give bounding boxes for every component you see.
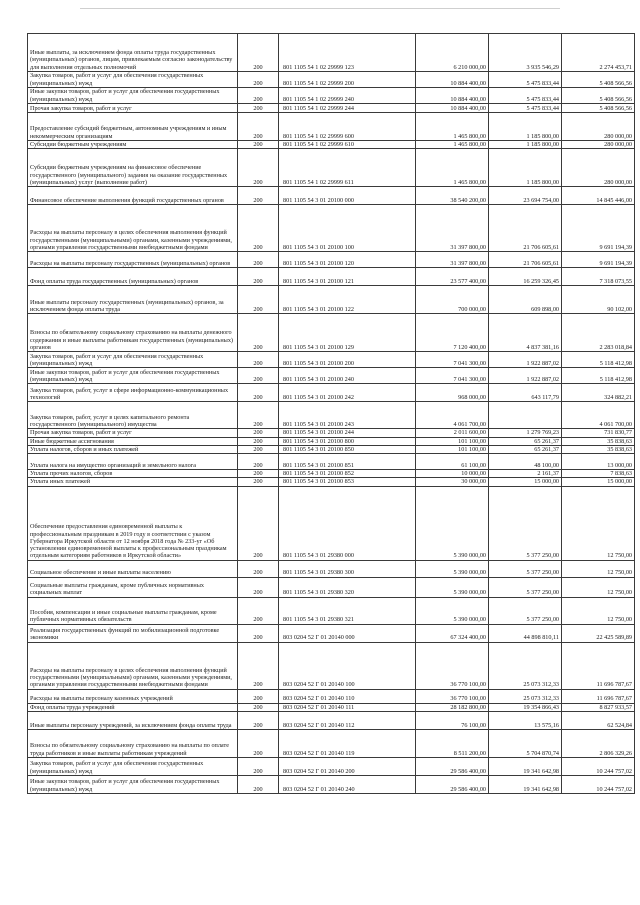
table-row — [28, 712, 635, 730]
approved-appropriations-cell: 2 011 600,00 — [416, 429, 489, 437]
expense-name-cell: Финансовое обеспечение выполнения функций государственных органов — [28, 187, 238, 205]
line-code-cell: 200 — [238, 268, 279, 286]
expense-name-cell: Социальные выплаты гражданам, кроме публичных нормативных социальных выплат — [28, 577, 238, 597]
executed-amount-cell: 5 704 870,74 — [489, 730, 562, 758]
line-code-cell: 200 — [238, 314, 279, 352]
expense-name-cell: Прочая закупка товаров, работ и услуг — [28, 429, 238, 437]
unexecuted-amount-cell: 90 102,00 — [562, 286, 635, 314]
unexecuted-amount-cell: 12 750,00 — [562, 560, 635, 577]
expense-name-cell: Расходы на выплаты персоналу государственных (муниципальных) органов — [28, 252, 238, 268]
table-row — [28, 597, 635, 624]
approved-appropriations-cell: 23 577 400,00 — [416, 268, 489, 286]
budget-classification-code-cell: 801 1105 54 1 02 29999 611 — [279, 149, 416, 187]
line-code-cell: 200 — [238, 454, 279, 470]
table-row — [28, 149, 635, 187]
unexecuted-amount-cell: 5 408 566,56 — [562, 104, 635, 113]
table-row — [28, 252, 635, 268]
approved-appropriations-cell: 36 770 100,00 — [416, 689, 489, 703]
table-row — [28, 72, 635, 88]
line-code-cell: 200 — [238, 141, 279, 149]
line-code-cell: 200 — [238, 776, 279, 794]
line-code-cell: 200 — [238, 368, 279, 384]
approved-appropriations-cell: 31 397 800,00 — [416, 205, 489, 252]
executed-amount-cell: 1 185 800,00 — [489, 113, 562, 141]
table-row — [28, 368, 635, 384]
budget-classification-code-cell: 803 0204 52 Г 01 20140 000 — [279, 624, 416, 642]
expense-name-cell: Закупка товаров, работ и услуг для обеспечения государственных (муниципальных) нужд — [28, 72, 238, 88]
approved-appropriations-cell: 10 884 400,00 — [416, 72, 489, 88]
table-row — [28, 624, 635, 642]
budget-classification-code-cell: 801 1105 54 1 02 29999 123 — [279, 34, 416, 72]
unexecuted-amount-cell: 9 691 194,39 — [562, 205, 635, 252]
line-code-cell: 200 — [238, 445, 279, 453]
line-code-cell: 200 — [238, 402, 279, 429]
line-code-cell: 200 — [238, 478, 279, 486]
line-code-cell: 200 — [238, 437, 279, 445]
executed-amount-cell: 65 261,37 — [489, 437, 562, 445]
unexecuted-amount-cell: 12 750,00 — [562, 577, 635, 597]
table-row — [28, 577, 635, 597]
expense-name-cell: Расходы на выплаты персоналу в целях обеспечения выполнения функций государственными (муниципальными) органами, казенными учреждениями, органами управления государственными внебюджетными фондами — [28, 642, 238, 689]
executed-amount-cell: 15 000,00 — [489, 478, 562, 486]
executed-amount-cell: 19 341 642,98 — [489, 776, 562, 794]
unexecuted-amount-cell: 11 696 787,67 — [562, 689, 635, 703]
expense-name-cell: Предоставление субсидий бюджетным, автономным учреждениям и иным некоммерческим организациям — [28, 113, 238, 141]
budget-classification-code-cell: 801 1105 54 3 01 29380 320 — [279, 577, 416, 597]
executed-amount-cell: 1 185 800,00 — [489, 149, 562, 187]
table-row — [28, 34, 635, 72]
unexecuted-amount-cell: 15 000,00 — [562, 478, 635, 486]
budget-classification-code-cell: 801 1105 54 3 01 20100 200 — [279, 352, 416, 368]
table-row — [28, 445, 635, 453]
executed-amount-cell: 5 475 833,44 — [489, 104, 562, 113]
line-code-cell: 200 — [238, 689, 279, 703]
line-code-cell: 200 — [238, 72, 279, 88]
expense-name-cell: Взносы по обязательному социальному страхованию на выплаты денежного содержания и иные выплаты работникам государственных (муниципальных) органов — [28, 314, 238, 352]
approved-appropriations-cell: 5 390 000,00 — [416, 577, 489, 597]
executed-amount-cell: 5 377 250,00 — [489, 597, 562, 624]
expense-name-cell: Социальное обеспечение и иные выплаты населению — [28, 560, 238, 577]
expense-name-cell: Закупка товаров, работ и услуг для обеспечения государственных (муниципальных) нужд — [28, 758, 238, 776]
executed-amount-cell: 1 922 887,02 — [489, 352, 562, 368]
unexecuted-amount-cell: 12 750,00 — [562, 597, 635, 624]
budget-classification-code-cell: 801 1105 54 3 01 20100 129 — [279, 314, 416, 352]
expense-name-cell: Фонд оплаты труда государственных (муниципальных) органов — [28, 268, 238, 286]
executed-amount-cell: 1 922 887,02 — [489, 368, 562, 384]
approved-appropriations-cell: 5 390 000,00 — [416, 560, 489, 577]
line-code-cell: 200 — [238, 712, 279, 730]
executed-amount-cell: 609 898,00 — [489, 286, 562, 314]
budget-classification-code-cell: 803 0204 52 Г 01 20140 240 — [279, 776, 416, 794]
line-code-cell: 200 — [238, 577, 279, 597]
executed-amount-cell: 65 261,37 — [489, 445, 562, 453]
budget-report-sheet — [27, 33, 632, 794]
line-code-cell: 200 — [238, 149, 279, 187]
budget-classification-code-cell: 801 1105 54 1 02 29999 600 — [279, 113, 416, 141]
approved-appropriations-cell: 7 120 400,00 — [416, 314, 489, 352]
budget-classification-code-cell: 803 0204 52 Г 01 20140 200 — [279, 758, 416, 776]
line-code-cell: 200 — [238, 88, 279, 104]
unexecuted-amount-cell: 62 524,84 — [562, 712, 635, 730]
unexecuted-amount-cell: 7 318 073,55 — [562, 268, 635, 286]
budget-classification-code-cell: 801 1105 54 3 01 20100 243 — [279, 402, 416, 429]
unexecuted-amount-cell: 280 000,00 — [562, 113, 635, 141]
budget-classification-code-cell: 801 1105 54 3 01 29380 321 — [279, 597, 416, 624]
expense-name-cell: Уплата налога на имущество организаций и земельного налога — [28, 454, 238, 470]
budget-classification-code-cell: 801 1105 54 3 01 20100 244 — [279, 429, 416, 437]
executed-amount-cell: 21 706 605,61 — [489, 252, 562, 268]
approved-appropriations-cell: 968 000,00 — [416, 384, 489, 402]
expense-name-cell: Взносы по обязательному социальному страхованию на выплаты по оплате труда работников и иные выплаты работникам учреждений — [28, 730, 238, 758]
line-code-cell: 200 — [238, 113, 279, 141]
approved-appropriations-cell: 67 324 400,00 — [416, 624, 489, 642]
line-code-cell: 200 — [238, 470, 279, 478]
budget-classification-code-cell: 801 1105 54 1 02 29999 240 — [279, 88, 416, 104]
unexecuted-amount-cell: 2 283 018,84 — [562, 314, 635, 352]
expense-name-cell: Уплата налогов, сборов и иных платежей — [28, 445, 238, 453]
expense-name-cell: Расходы на выплаты персоналу в целях обеспечения выполнения функций государственными (муниципальными) органами, казенными учреждениями, органами управления государственными внебюджетными фондами — [28, 205, 238, 252]
expense-name-cell: Иные выплаты персоналу государственных (муниципальных) органов, за исключением фонда оплаты труда — [28, 286, 238, 314]
executed-amount-cell: 21 706 605,61 — [489, 205, 562, 252]
executed-amount-cell: 19 341 642,98 — [489, 758, 562, 776]
expense-name-cell: Иные выплаты, за исключением фонда оплаты труда государственных (муниципальных) органов, лицам, привлекаемым согласно законодательству для выполнения отдельных полномочий — [28, 34, 238, 72]
unexecuted-amount-cell: 2 274 453,71 — [562, 34, 635, 72]
approved-appropriations-cell: 101 100,00 — [416, 437, 489, 445]
approved-appropriations-cell: 4 061 700,00 — [416, 402, 489, 429]
executed-amount-cell: 19 354 866,43 — [489, 703, 562, 711]
budget-classification-code-cell: 803 0204 52 Г 01 20140 110 — [279, 689, 416, 703]
expense-name-cell: Иные выплаты персоналу учреждений, за исключением фонда оплаты труда — [28, 712, 238, 730]
budget-classification-code-cell: 801 1105 54 3 01 20100 122 — [279, 286, 416, 314]
approved-appropriations-cell: 31 397 800,00 — [416, 252, 489, 268]
expense-name-cell: Субсидии бюджетным учреждениям на финансовое обеспечение государственного (муниципального) задания на оказание государственных (муниципальных) услуг (выполнение работ) — [28, 149, 238, 187]
budget-classification-code-cell: 801 1105 54 3 01 20100 240 — [279, 368, 416, 384]
budget-classification-code-cell: 801 1105 54 3 01 20100 851 — [279, 454, 416, 470]
line-code-cell: 200 — [238, 384, 279, 402]
page-edge-line — [80, 8, 560, 9]
table-row — [28, 187, 635, 205]
expense-name-cell: Пособия, компенсации и иные социальные выплаты гражданам, кроме публичных нормативных обязательств — [28, 597, 238, 624]
budget-classification-code-cell: 801 1105 54 1 02 29999 244 — [279, 104, 416, 113]
line-code-cell: 200 — [238, 286, 279, 314]
approved-appropriations-cell: 1 465 800,00 — [416, 113, 489, 141]
line-code-cell: 200 — [238, 624, 279, 642]
unexecuted-amount-cell: 11 696 787,67 — [562, 642, 635, 689]
unexecuted-amount-cell: 731 830,77 — [562, 429, 635, 437]
table-body — [28, 34, 635, 794]
table-row — [28, 776, 635, 794]
approved-appropriations-cell: 30 000,00 — [416, 478, 489, 486]
approved-appropriations-cell: 700 000,00 — [416, 286, 489, 314]
table-row — [28, 141, 635, 149]
unexecuted-amount-cell: 22 425 589,89 — [562, 624, 635, 642]
expense-name-cell: Субсидии бюджетным учреждениям — [28, 141, 238, 149]
approved-appropriations-cell: 10 000,00 — [416, 470, 489, 478]
budget-classification-code-cell: 803 0204 52 Г 01 20140 112 — [279, 712, 416, 730]
table-row — [28, 703, 635, 711]
table-row — [28, 314, 635, 352]
budget-classification-code-cell: 801 1105 54 3 01 20100 100 — [279, 205, 416, 252]
approved-appropriations-cell: 1 465 800,00 — [416, 141, 489, 149]
unexecuted-amount-cell: 12 750,00 — [562, 486, 635, 560]
approved-appropriations-cell: 76 100,00 — [416, 712, 489, 730]
unexecuted-amount-cell: 7 838,63 — [562, 470, 635, 478]
approved-appropriations-cell: 5 390 000,00 — [416, 597, 489, 624]
expense-name-cell: Уплата иных платежей — [28, 478, 238, 486]
line-code-cell: 200 — [238, 560, 279, 577]
approved-appropriations-cell: 29 586 400,00 — [416, 758, 489, 776]
budget-classification-code-cell: 803 0204 52 Г 01 20140 111 — [279, 703, 416, 711]
expense-name-cell: Фонд оплаты труда учреждений — [28, 703, 238, 711]
expense-name-cell: Прочая закупка товаров, работ и услуг — [28, 104, 238, 113]
approved-appropriations-cell: 1 465 800,00 — [416, 149, 489, 187]
budget-classification-code-cell: 801 1105 54 3 01 20100 242 — [279, 384, 416, 402]
table-row — [28, 88, 635, 104]
executed-amount-cell: 5 475 833,44 — [489, 88, 562, 104]
executed-amount-cell: 4 837 381,16 — [489, 314, 562, 352]
approved-appropriations-cell: 6 210 000,00 — [416, 34, 489, 72]
unexecuted-amount-cell: 35 838,63 — [562, 445, 635, 453]
table-row — [28, 454, 635, 470]
line-code-cell: 200 — [238, 429, 279, 437]
executed-amount-cell: 48 100,00 — [489, 454, 562, 470]
unexecuted-amount-cell: 5 408 566,56 — [562, 88, 635, 104]
line-code-cell: 200 — [238, 205, 279, 252]
table-row — [28, 486, 635, 560]
expense-name-cell: Иные закупки товаров, работ и услуг для обеспечения государственных (муниципальных) нужд — [28, 368, 238, 384]
table-row — [28, 384, 635, 402]
executed-amount-cell: 3 935 546,29 — [489, 34, 562, 72]
table-row — [28, 104, 635, 113]
budget-classification-code-cell: 803 0204 52 Г 01 20140 100 — [279, 642, 416, 689]
approved-appropriations-cell: 7 041 300,00 — [416, 352, 489, 368]
expense-name-cell: Уплата прочих налогов, сборов — [28, 470, 238, 478]
approved-appropriations-cell: 5 390 000,00 — [416, 486, 489, 560]
executed-amount-cell: 25 073 312,33 — [489, 642, 562, 689]
expense-name-cell: Иные закупки товаров, работ и услуг для обеспечения государственных (муниципальных) нужд — [28, 88, 238, 104]
table-row — [28, 286, 635, 314]
table-row — [28, 730, 635, 758]
executed-amount-cell: 25 073 312,33 — [489, 689, 562, 703]
unexecuted-amount-cell: 2 806 329,26 — [562, 730, 635, 758]
table-row — [28, 560, 635, 577]
expense-name-cell: Закупка товаров, работ, услуг в сфере информационно-коммуникационных технологий — [28, 384, 238, 402]
unexecuted-amount-cell: 280 000,00 — [562, 149, 635, 187]
executed-amount-cell: 1 185 800,00 — [489, 141, 562, 149]
executed-amount-cell: 5 475 833,44 — [489, 72, 562, 88]
expense-name-cell: Обеспечение предоставления единовременной выплаты к профессиональным праздникам в 2019 году в соответствии с указом Губернатора Иркутской области от 12 ноября 2018 года № 233-уг «Об установлении единовременной выплаты к профессиональным праздникам отдельным категориям работников в Иркутской области» — [28, 486, 238, 560]
unexecuted-amount-cell: 14 845 446,00 — [562, 187, 635, 205]
table-row — [28, 478, 635, 486]
line-code-cell: 200 — [238, 758, 279, 776]
executed-amount-cell: 13 575,16 — [489, 712, 562, 730]
budget-classification-code-cell: 801 1105 54 3 01 29380 300 — [279, 560, 416, 577]
line-code-cell: 200 — [238, 730, 279, 758]
expense-name-cell: Закупка товаров, работ и услуг для обеспечения государственных (муниципальных) нужд — [28, 352, 238, 368]
table-row — [28, 205, 635, 252]
approved-appropriations-cell: 7 041 300,00 — [416, 368, 489, 384]
budget-classification-code-cell: 801 1105 54 3 01 20100 000 — [279, 187, 416, 205]
unexecuted-amount-cell: 35 838,63 — [562, 437, 635, 445]
budget-classification-code-cell: 801 1105 54 3 01 20100 121 — [279, 268, 416, 286]
executed-amount-cell — [489, 402, 562, 429]
unexecuted-amount-cell: 280 000,00 — [562, 141, 635, 149]
line-code-cell: 200 — [238, 486, 279, 560]
executed-amount-cell: 16 259 326,45 — [489, 268, 562, 286]
approved-appropriations-cell: 38 540 200,00 — [416, 187, 489, 205]
unexecuted-amount-cell: 5 118 412,98 — [562, 352, 635, 368]
approved-appropriations-cell: 8 511 200,00 — [416, 730, 489, 758]
approved-appropriations-cell: 36 770 100,00 — [416, 642, 489, 689]
expense-name-cell: Реализация государственных функций по мобилизационной подготовке экономики — [28, 624, 238, 642]
expense-name-cell: Закупка товаров, работ, услуг в целях капитального ремонта государственного (муниципального) имущества — [28, 402, 238, 429]
line-code-cell: 200 — [238, 352, 279, 368]
expense-name-cell: Расходы на выплаты персоналу казенных учреждений — [28, 689, 238, 703]
table-row — [28, 429, 635, 437]
executed-amount-cell: 5 377 250,00 — [489, 577, 562, 597]
budget-classification-code-cell: 801 1105 54 1 02 29999 610 — [279, 141, 416, 149]
approved-appropriations-cell: 101 100,00 — [416, 445, 489, 453]
unexecuted-amount-cell: 4 061 700,00 — [562, 402, 635, 429]
line-code-cell: 200 — [238, 642, 279, 689]
table-row — [28, 113, 635, 141]
table-row — [28, 642, 635, 689]
line-code-cell: 200 — [238, 703, 279, 711]
unexecuted-amount-cell: 10 244 757,02 — [562, 776, 635, 794]
approved-appropriations-cell: 28 182 800,00 — [416, 703, 489, 711]
budget-classification-code-cell: 801 1105 54 3 01 29380 000 — [279, 486, 416, 560]
budget-classification-code-cell: 801 1105 54 3 01 20100 853 — [279, 478, 416, 486]
expense-name-cell: Иные закупки товаров, работ и услуг для обеспечения государственных (муниципальных) нужд — [28, 776, 238, 794]
budget-execution-table — [27, 33, 635, 794]
executed-amount-cell: 23 694 754,00 — [489, 187, 562, 205]
table-row — [28, 268, 635, 286]
approved-appropriations-cell: 61 100,00 — [416, 454, 489, 470]
unexecuted-amount-cell: 13 000,00 — [562, 454, 635, 470]
executed-amount-cell: 1 279 769,23 — [489, 429, 562, 437]
table-row — [28, 402, 635, 429]
approved-appropriations-cell: 10 884 400,00 — [416, 104, 489, 113]
budget-classification-code-cell: 801 1105 54 3 01 20100 800 — [279, 437, 416, 445]
unexecuted-amount-cell: 5 408 566,56 — [562, 72, 635, 88]
line-code-cell: 200 — [238, 187, 279, 205]
executed-amount-cell: 2 161,37 — [489, 470, 562, 478]
line-code-cell: 200 — [238, 252, 279, 268]
budget-classification-code-cell: 801 1105 54 3 01 20100 120 — [279, 252, 416, 268]
table-row — [28, 352, 635, 368]
approved-appropriations-cell: 10 884 400,00 — [416, 88, 489, 104]
budget-classification-code-cell: 801 1105 54 3 01 20100 852 — [279, 470, 416, 478]
table-row — [28, 470, 635, 478]
expense-name-cell: Иные бюджетные ассигнования — [28, 437, 238, 445]
unexecuted-amount-cell: 324 882,21 — [562, 384, 635, 402]
approved-appropriations-cell: 29 586 400,00 — [416, 776, 489, 794]
budget-classification-code-cell: 803 0204 52 Г 01 20140 119 — [279, 730, 416, 758]
executed-amount-cell: 5 377 250,00 — [489, 486, 562, 560]
line-code-cell: 200 — [238, 104, 279, 113]
table-row — [28, 689, 635, 703]
table-row — [28, 758, 635, 776]
unexecuted-amount-cell: 5 118 412,98 — [562, 368, 635, 384]
budget-classification-code-cell: 801 1105 54 3 01 20100 850 — [279, 445, 416, 453]
unexecuted-amount-cell: 9 691 194,39 — [562, 252, 635, 268]
unexecuted-amount-cell: 10 244 757,02 — [562, 758, 635, 776]
executed-amount-cell: 5 377 250,00 — [489, 560, 562, 577]
line-code-cell: 200 — [238, 597, 279, 624]
line-code-cell: 200 — [238, 34, 279, 72]
executed-amount-cell: 44 898 810,11 — [489, 624, 562, 642]
executed-amount-cell: 643 117,79 — [489, 384, 562, 402]
unexecuted-amount-cell: 8 827 933,57 — [562, 703, 635, 711]
budget-classification-code-cell: 801 1105 54 1 02 29999 200 — [279, 72, 416, 88]
table-row — [28, 437, 635, 445]
